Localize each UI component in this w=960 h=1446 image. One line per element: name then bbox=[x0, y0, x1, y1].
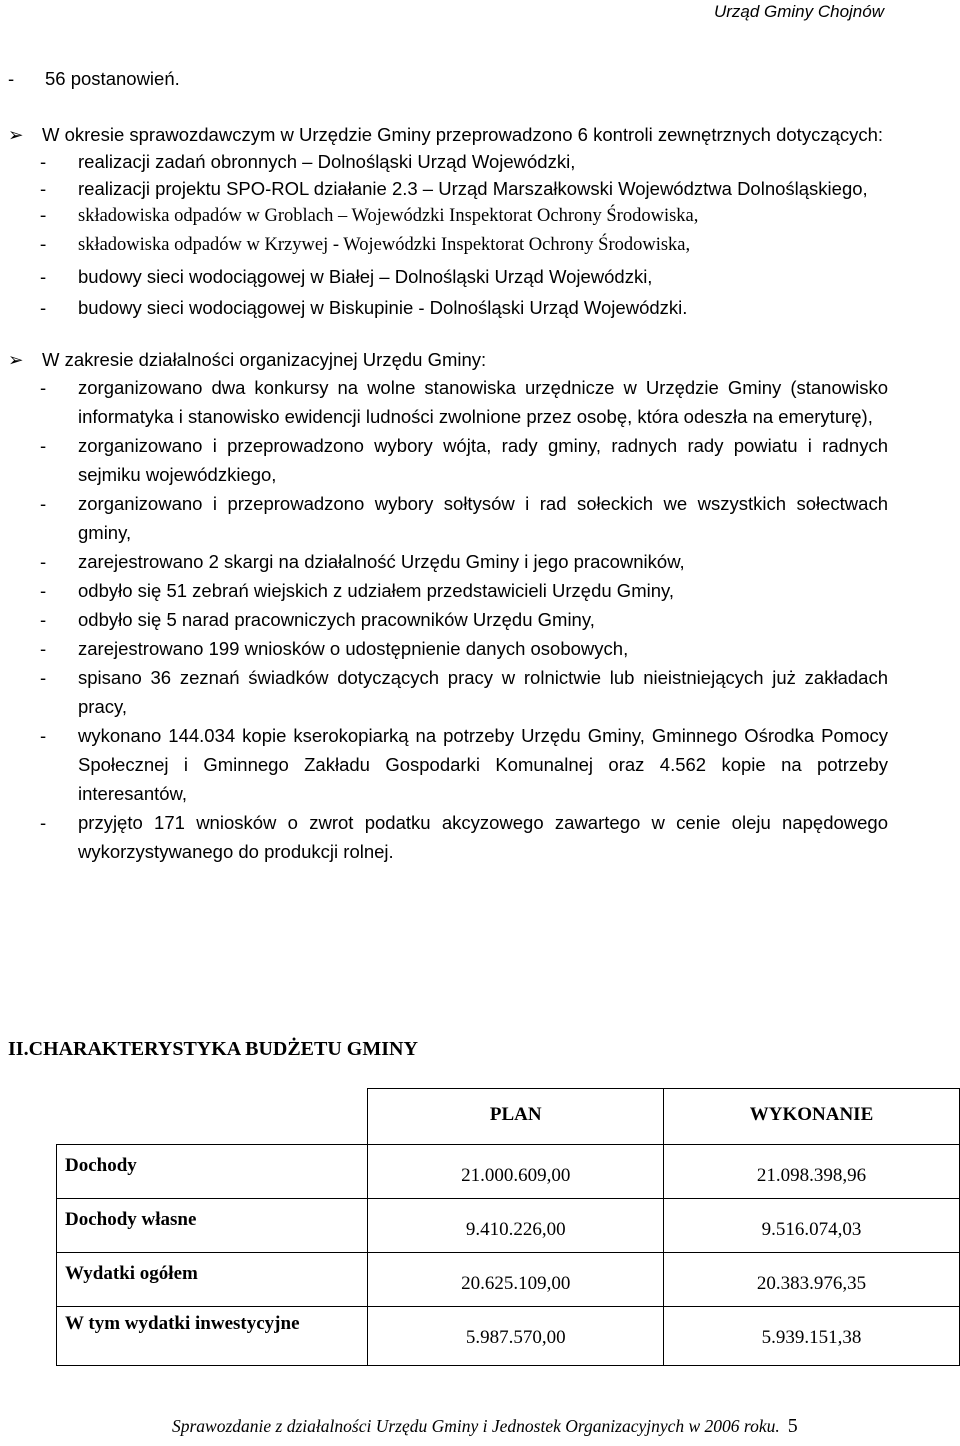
plan-value: 5.987.570,00 bbox=[368, 1307, 664, 1366]
list-item bbox=[8, 663, 888, 721]
column-header-wykonanie: WYKONANIE bbox=[664, 1089, 960, 1145]
dash-marker: - bbox=[40, 609, 47, 630]
list-item-text: zorganizowano i przeprowadzono wybory wójta, rady gminy, radnych rady powiatu i radnych sejmiku wojewódzkiego, bbox=[78, 435, 888, 485]
list-item-text: zarejestrowano 199 wniosków o udostępnienie danych osobowych, bbox=[78, 638, 629, 659]
dash-marker: - bbox=[40, 493, 47, 514]
dash-marker: - bbox=[40, 266, 47, 287]
list-item bbox=[8, 148, 888, 175]
dash-marker: - bbox=[40, 551, 47, 572]
column-header-plan: PLAN bbox=[368, 1089, 664, 1145]
organizational-lead-text: W zakresie działalności organizacyjnej Urzędu Gminy: bbox=[42, 349, 487, 370]
list-item-text: realizacji zadań obronnych – Dolnośląski Urząd Wojewódzki, bbox=[78, 151, 576, 172]
row-label: W tym wydatki inwestycyjne bbox=[57, 1307, 368, 1366]
table-row bbox=[57, 1307, 960, 1366]
row-label: Wydatki ogółem bbox=[57, 1253, 368, 1307]
budget-table bbox=[56, 1088, 960, 1366]
page-header: Urząd Gminy Chojnów bbox=[713, 2, 884, 21]
list-item bbox=[8, 373, 888, 431]
controls-block-serif bbox=[8, 202, 888, 260]
list-item bbox=[8, 431, 888, 489]
dash-marker: - bbox=[40, 178, 47, 199]
list-item-text: wykonano 144.034 kopie kserokopiarką na potrzeby Urzędu Gminy, Gminnego Ośrodka Pomocy Społecznej i Gminnego Zakładu Gospodarki Komunalnej oraz 4.562 kopie na potrzeby interesantów, bbox=[78, 725, 888, 804]
list-item bbox=[8, 634, 888, 663]
table-row bbox=[57, 1145, 960, 1199]
list-item-text: budowy sieci wodociągowej w Biskupinie - Dolnośląski Urząd Wojewódzki. bbox=[78, 297, 688, 318]
list-item bbox=[8, 605, 888, 634]
table-row bbox=[57, 1199, 960, 1253]
list-item-text: zorganizowano i przeprowadzono wybory sołtysów i rad sołeckich we wszystkich sołectwach gminy, bbox=[78, 493, 888, 543]
plan-value: 21.000.609,00 bbox=[368, 1145, 664, 1199]
plan-value: 20.625.109,00 bbox=[368, 1253, 664, 1307]
dash-marker: - bbox=[40, 435, 47, 456]
dash-marker: - bbox=[8, 68, 15, 89]
list-item bbox=[8, 576, 888, 605]
dash-marker: - bbox=[40, 377, 47, 398]
list-item-text: składowiska odpadów w Krzywej - Wojewódzki Inspektorat Ochrony Środowiska, bbox=[78, 235, 691, 255]
footer-text: Sprawozdanie z działalności Urzędu Gminy i Jednostek Organizacyjnych w 2006 roku. bbox=[172, 1416, 780, 1436]
list-item bbox=[8, 547, 888, 576]
dash-marker: - bbox=[40, 297, 47, 318]
table-header-row bbox=[57, 1089, 960, 1145]
wykonanie-value: 5.939.151,38 bbox=[664, 1307, 960, 1366]
list-item-text: składowiska odpadów w Groblach – Wojewódzki Inspektorat Ochrony Środowiska, bbox=[78, 206, 699, 226]
dash-marker: - bbox=[40, 235, 47, 255]
controls-block-tail bbox=[8, 260, 888, 323]
list-item-text: odbyło się 5 narad pracowniczych pracowników Urzędu Gminy, bbox=[78, 609, 595, 630]
dash-marker: - bbox=[40, 151, 47, 172]
intro-text: 56 postanowień. bbox=[45, 68, 180, 89]
arrow-bullet-icon: ➢ bbox=[8, 124, 24, 145]
list-item-text: odbyło się 51 zebrań wiejskich z udziałem przedstawicieli Urzędu Gminy, bbox=[78, 580, 675, 601]
controls-lead-text: W okresie sprawozdawczym w Urzędzie Gminy przeprowadzono 6 kontroli zewnętrznych dotyczących: bbox=[42, 124, 884, 145]
list-item bbox=[8, 489, 888, 547]
list-item-text: spisano 36 zeznań świadków dotyczących pracy w rolnictwie lub nieistniejących już zakładach pracy, bbox=[78, 667, 888, 717]
dash-marker: - bbox=[40, 725, 47, 746]
list-item bbox=[8, 202, 888, 231]
row-label: Dochody własne bbox=[57, 1199, 368, 1253]
list-item bbox=[8, 260, 888, 293]
section-title: II.CHARAKTERYSTYKA BUDŻETU GMINY bbox=[8, 1038, 418, 1060]
row-label: Dochody bbox=[57, 1145, 368, 1199]
list-item bbox=[8, 293, 888, 323]
dash-marker: - bbox=[40, 638, 47, 659]
plan-value: 9.410.226,00 bbox=[368, 1199, 664, 1253]
dash-marker: - bbox=[40, 580, 47, 601]
organizational-block bbox=[8, 347, 888, 866]
list-item-text: realizacji projektu SPO-ROL działanie 2.3 – Urząd Marszałkowski Województwa Dolnośląskiego, bbox=[78, 178, 868, 199]
page-footer bbox=[172, 1415, 798, 1438]
controls-block bbox=[8, 122, 888, 202]
dash-marker: - bbox=[40, 812, 47, 833]
list-item-text: zorganizowano dwa konkursy na wolne stanowiska urzędnicze w Urzędzie Gminy (stanowisko informatyka i stanowisko ewidencji ludności zwolnione przez osobę, która odeszła na emeryturę), bbox=[78, 377, 888, 427]
wykonanie-value: 9.516.074,03 bbox=[664, 1199, 960, 1253]
controls-lead bbox=[8, 122, 888, 148]
dash-marker: - bbox=[40, 206, 47, 226]
list-item bbox=[8, 231, 888, 260]
list-item-text: zarejestrowano 2 skargi na działalność Urzędu Gminy i jego pracowników, bbox=[78, 551, 685, 572]
report-body bbox=[8, 66, 888, 866]
organizational-lead bbox=[8, 347, 888, 373]
arrow-bullet-icon: ➢ bbox=[8, 349, 24, 370]
intro-line bbox=[8, 66, 888, 92]
list-item-text: budowy sieci wodociągowej w Białej – Dolnośląski Urząd Wojewódzki, bbox=[78, 266, 653, 287]
wykonanie-value: 20.383.976,35 bbox=[664, 1253, 960, 1307]
wykonanie-value: 21.098.398,96 bbox=[664, 1145, 960, 1199]
list-item bbox=[8, 175, 888, 202]
list-item-text: przyjęto 171 wniosków o zwrot podatku akcyzowego zawartego w cenie oleju napędowego wykorzystywanego do produkcji rolnej. bbox=[78, 812, 888, 862]
table-corner-cell bbox=[57, 1089, 368, 1145]
dash-marker: - bbox=[40, 667, 47, 688]
list-item bbox=[8, 721, 888, 808]
table-row bbox=[57, 1253, 960, 1307]
page-number: 5 bbox=[787, 1415, 798, 1437]
list-item bbox=[8, 808, 888, 866]
